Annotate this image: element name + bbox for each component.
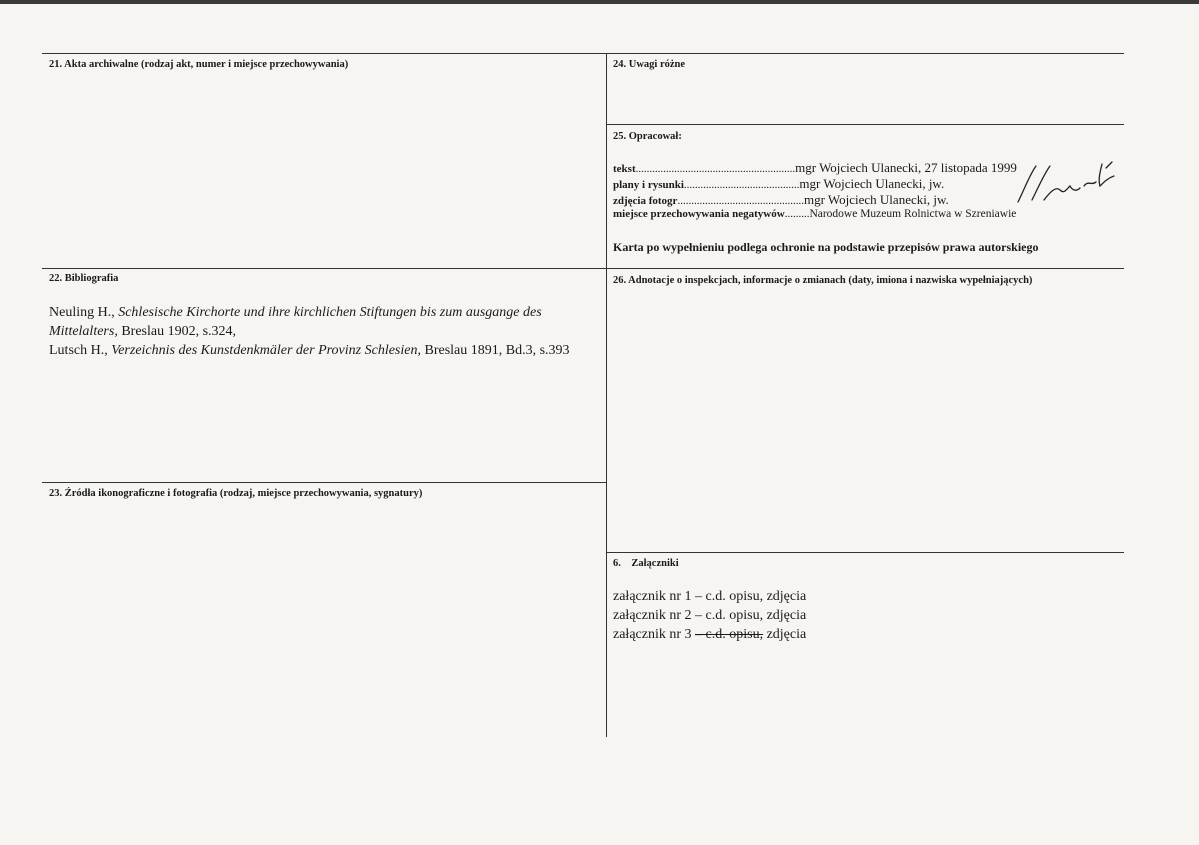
section-22-label: 22. Bibliografia xyxy=(49,273,119,284)
entry-author: Neuling H., xyxy=(49,305,115,320)
rule-21-22 xyxy=(42,268,1124,269)
section-25-label: 25. Opracował: xyxy=(613,131,682,142)
entry-rest: Breslau 1902, s.324, xyxy=(121,324,237,339)
section-24-label: 24. Uwagi różne xyxy=(613,59,686,70)
section-6-label: 6. Załączniki xyxy=(613,558,679,569)
row-dots: .......................................................... xyxy=(635,163,796,175)
attachment-item: załącznik nr 1 – c.d. opisu, zdjęcia xyxy=(613,589,807,604)
section-21-label: 21. Akta archiwalne (rodzaj akt, numer i miejsce przechowywania) xyxy=(49,59,349,70)
rule-26-6 xyxy=(606,552,1124,553)
entry-rest: Breslau 1891, Bd.3, s.393 xyxy=(424,343,570,358)
bibliography-list xyxy=(49,303,599,360)
row-value: mgr Wojciech Ulanecki, jw. xyxy=(799,176,945,191)
rule-24-25 xyxy=(606,124,1124,125)
column-divider xyxy=(606,53,607,737)
copyright-notice: Karta po wypełnieniu podlega ochronie na podstawie przepisów prawa autorskiego xyxy=(613,240,1039,254)
top-rule xyxy=(42,53,1124,54)
bibliography-entry xyxy=(49,303,599,341)
row-dots: .......................................... xyxy=(683,179,800,191)
row-key: plany i rysunki xyxy=(613,179,684,191)
row-key: zdjęcia fotogr xyxy=(613,195,678,207)
author-row-plans xyxy=(613,176,944,192)
section-26-label: 26. Adnotacje o inspekcjach, informacje o zmianach (daty, imiona i nazwiska wypełniających) xyxy=(613,275,1033,286)
row-dots: .............................................. xyxy=(677,195,804,207)
row-value: mgr Wojciech Ulanecki, jw. xyxy=(803,192,949,207)
row-key: miejsce przechowywania negatywów xyxy=(613,208,785,220)
author-row-text xyxy=(613,160,1017,176)
entry-author: Lutsch H., xyxy=(49,343,108,358)
scan-edge xyxy=(0,0,1199,4)
row-value: mgr Wojciech Ulanecki, 27 listopada 1999 xyxy=(795,160,1017,175)
section-23-label: 23. Źródła ikonograficzne i fotografia (rodzaj, miejsce przechowywania, sygnatury) xyxy=(49,488,423,499)
row-key: tekst xyxy=(613,163,636,175)
entry-title: Schlesische Kirchorte und ihre kirchlichen Stiftungen bis zum ausgange des Mittelalters, xyxy=(49,305,542,339)
entry-title: Verzeichnis des Kunstdenkmäler der Provinz Schlesien, xyxy=(111,343,421,358)
bibliography-entry xyxy=(49,341,599,360)
attachments-list xyxy=(613,587,806,644)
row-value: Narodowe Muzeum Rolnictwa w Szreniawie xyxy=(809,208,1017,220)
signature-graphic xyxy=(1010,160,1120,210)
author-row-negatives xyxy=(613,208,1016,220)
rule-22-23 xyxy=(42,482,606,483)
attachment-item: załącznik nr 3 – c.d. opisu, zdjęcia xyxy=(613,627,807,642)
struck-text: – c.d. opisu, xyxy=(695,627,764,642)
row-dots: ......... xyxy=(784,208,810,220)
attachment-item: załącznik nr 2 – c.d. opisu, zdjęcia xyxy=(613,608,807,623)
author-row-photos xyxy=(613,192,949,208)
